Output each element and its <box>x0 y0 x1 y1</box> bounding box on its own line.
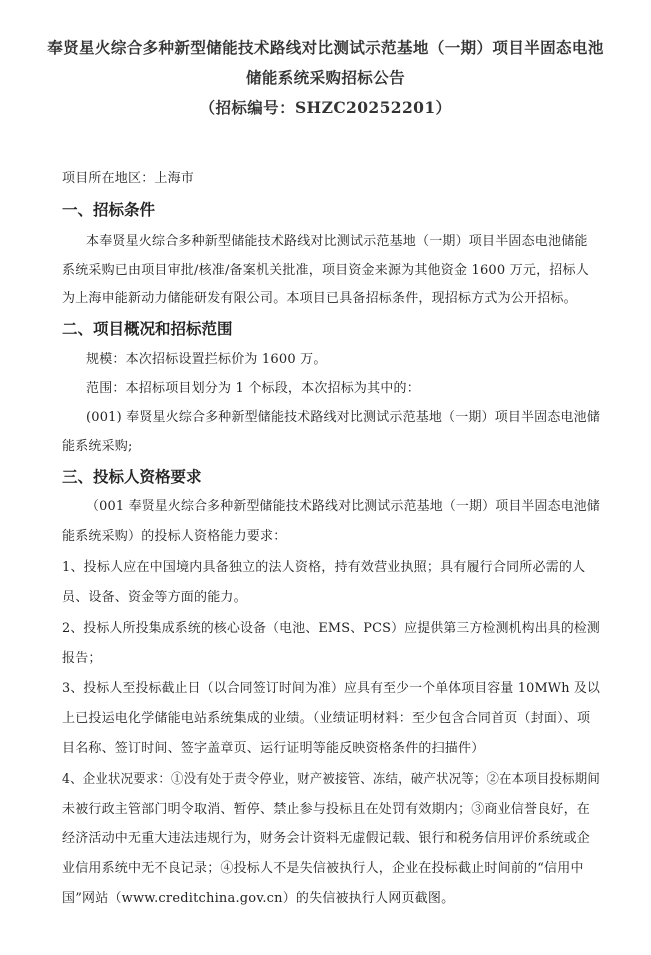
paragraph-line: 规模：本次招标设置拦标价为 1600 万。 <box>86 352 327 367</box>
paragraph-line: 为上海申能新动力储能研发有限公司。本项目已具备招标条件，现招标方式为公开招标。 <box>62 291 577 306</box>
paragraph-line: 范围：本招标项目划分为 1 个标段，本次招标为其中的： <box>86 381 420 396</box>
paragraph-line: 国”网站（www.creditchina.gov.cn）的失信被执行人网页截图。 <box>62 891 455 906</box>
section-heading-bidder-qualifications: 三、投标人资格要求 <box>62 468 202 486</box>
paragraph-line: 能系统采购; <box>62 439 133 454</box>
paragraph-line: 业信用系统中无不良记录；④投标人不是失信被执行人，企业在投标截止时间前的“信用中 <box>62 861 584 876</box>
paragraph-line: 未被行政主管部门明令取消、暂停、禁止参与投标且在处罚有效期内；③商业信誉良好，在 <box>62 802 591 817</box>
paragraph-line: 系统采购已由项目审批/核准/备案机关批准，项目资金来源为其他资金 1600 万元，招标人 <box>62 263 589 278</box>
paragraph-line: 报告； <box>62 651 102 666</box>
paragraph-line: 经济活动中无重大违法违规行为，财务会计资料无虚假记载、银行和税务信用评价系统或企 <box>62 831 591 846</box>
title-tender-number: （招标编号：SHZC20252201） <box>199 98 452 117</box>
paragraph-line: 能系统采购）的投标人资格能力要求： <box>62 529 287 544</box>
title-line-1: 奉贤星火综合多种新型储能技术路线对比测试示范基地（一期）项目半固态电池 <box>47 38 604 57</box>
paragraph-line: 1、投标人应在中国境内具备独立的法人资格，持有效营业执照；具有履行合同所必需的人 <box>62 560 586 575</box>
paragraph-line: 3、投标人至投标截止日（以合同签订时间为准）应具有至少一个单体项目容量 10MWh 及以 <box>62 681 601 696</box>
paragraph-line: 2、投标人所投集成系统的核心设备（电池、EMS、PCS）应提供第三方检测机构出具的检测 <box>62 621 600 636</box>
paragraph-line: (001) 奉贤星火综合多种新型储能技术路线对比测试示范基地（一期）项目半固态电池储 <box>86 410 601 425</box>
section-heading-project-overview: 二、项目概况和招标范围 <box>62 320 233 338</box>
paragraph-line: 本奉贤星火综合多种新型储能技术路线对比测试示范基地（一期）项目半固态电池储能 <box>86 234 588 249</box>
project-location: 项目所在地区：上海市 <box>62 171 195 186</box>
title-line-2: 储能系统采购招标公告 <box>245 68 405 87</box>
paragraph-line: 上已投运电化学储能电站系统集成的业绩。（业绩证明材料：至少包含合同首页（封面）、项 <box>62 711 591 726</box>
section-heading-bidding-conditions: 一、招标条件 <box>62 201 156 219</box>
paragraph-line: 员、设备、资金等方面的能力。 <box>62 590 247 605</box>
paragraph-line: 目名称、签订时间、签字盖章页、运行证明等能反映资格条件的扫描件） <box>62 741 485 756</box>
paragraph-line: （001 奉贤星火综合多种新型储能技术路线对比测试示范基地（一期）项目半固态电池储 <box>86 499 601 514</box>
paragraph-line: 4、企业状况要求：①没有处于责令停业，财产被接管、冻结，破产状况等；②在本项目投标期间 <box>62 772 600 787</box>
